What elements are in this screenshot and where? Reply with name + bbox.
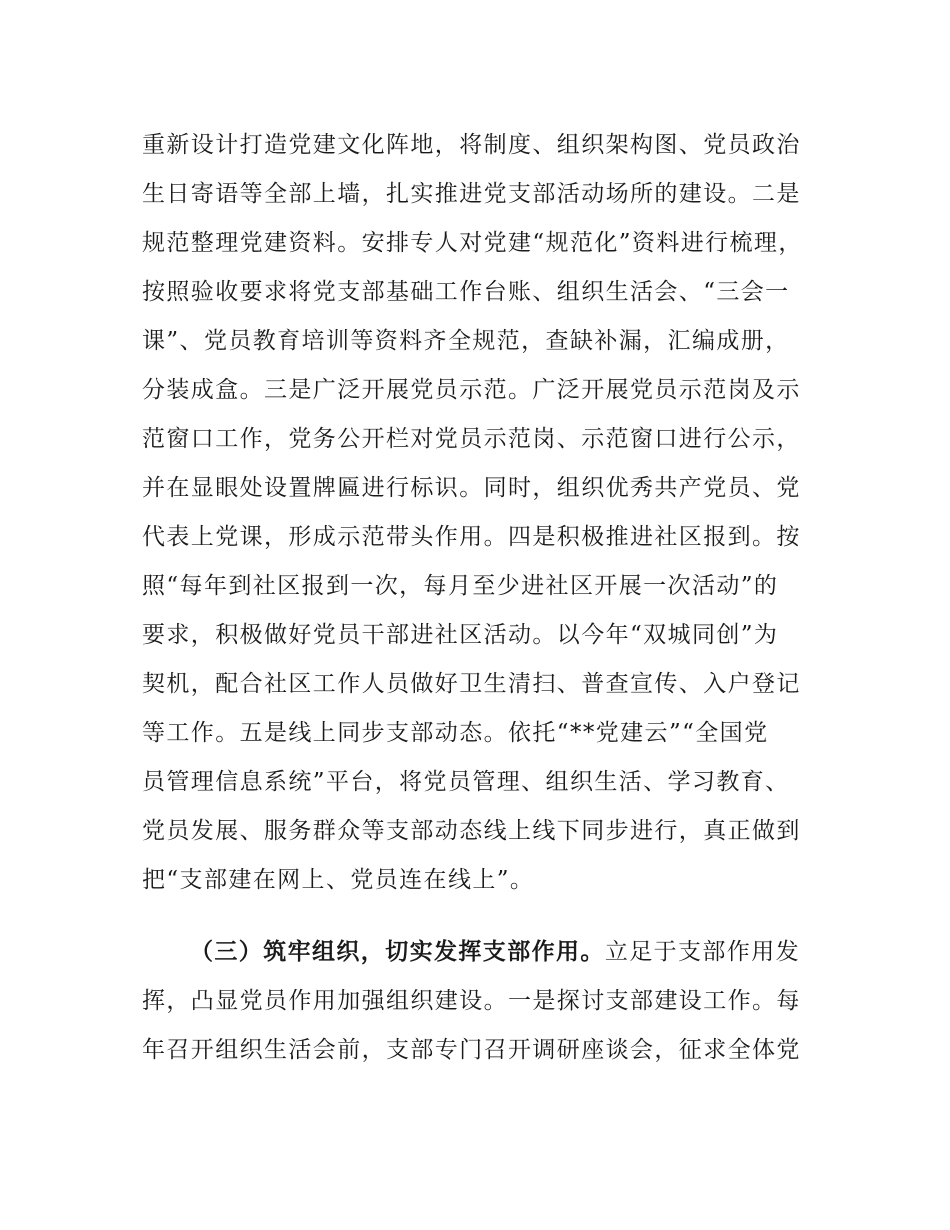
text-line: 代表上党课，形成示范带头作用。四是积极推进社区报到。按 <box>142 524 801 550</box>
text-line: 并在显眼处设置牌匾进行标识。同时，组织优秀共产党员、党 <box>142 475 801 501</box>
text-line: 契机，配合社区工作人员做好卫生清扫、普查宣传、入户登记 <box>142 671 801 697</box>
text-line: 把“支部建在网上、党员连在线上”。 <box>142 867 535 893</box>
paragraph-spacer <box>142 905 812 928</box>
text-line-with-heading <box>142 928 812 977</box>
paragraph-branch-activities <box>142 121 812 905</box>
text-line: 课”、党员教育培训等资料齐全规范，查缺补漏，汇编成册， <box>142 328 790 354</box>
text-line: 生日寄语等全部上墙，扎实推进党支部活动场所的建设。二是 <box>142 181 801 207</box>
text-line: 规范整理党建资料。安排专人对党建“规范化”资料进行梳理， <box>142 230 803 256</box>
document-body <box>142 121 812 1075</box>
text-line: 照“每年到社区报到一次，每月至少进社区开展一次活动”的 <box>142 573 779 599</box>
text-line: 员管理信息系统”平台，将党员管理、组织生活、学习教育、 <box>142 769 790 795</box>
text-line: 年召开组织生活会前，支部专门召开调研座谈会，征求全体党 <box>142 1037 801 1063</box>
text-line: 范窗口工作，党务公开栏对党员示范岗、示范窗口进行公示， <box>142 426 801 452</box>
text-line: 重新设计打造党建文化阵地，将制度、组织架构图、党员政治 <box>142 132 801 158</box>
paragraph-organization <box>142 928 812 1075</box>
heading-continuation: 立足于支部作用发 <box>604 939 801 965</box>
text-line: 按照验收要求将党支部基础工作台账、组织生活会、“三会一 <box>142 279 790 305</box>
text-line: 要求，积极做好党员干部进社区活动。以今年“双城同创”为 <box>142 622 779 648</box>
text-line: 党员发展、服务群众等支部动态线上线下同步进行，真正做到 <box>142 818 801 844</box>
text-line: 挥，凸显党员作用加强组织建设。一是探讨支部建设工作。每 <box>142 988 801 1014</box>
section-heading: （三）筑牢组织，切实发挥支部作用。 <box>190 939 605 965</box>
text-line: 等工作。五是线上同步支部动态。依托“**党建云”“全国党 <box>142 720 769 746</box>
text-line: 分装成盒。三是广泛开展党员示范。广泛开展党员示范岗及示 <box>142 377 801 403</box>
